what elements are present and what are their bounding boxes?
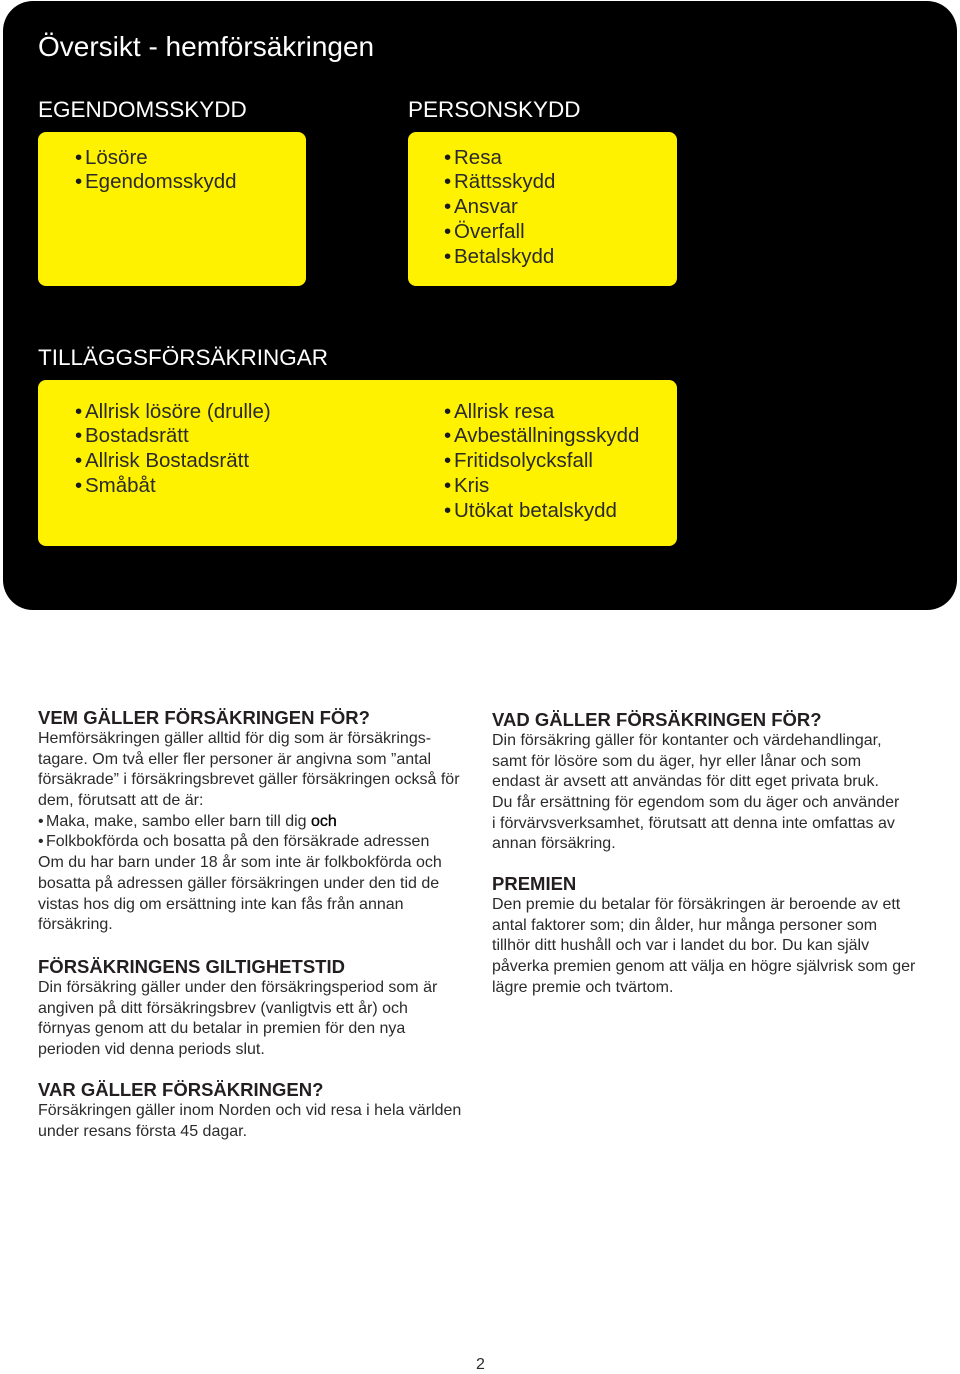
section-heading: VAD GÄLLER FÖRSÄKRINGEN FÖR? bbox=[492, 709, 822, 730]
body-text-line: dem, förutsatt att de är: bbox=[38, 792, 204, 810]
list-item: • Resa bbox=[444, 146, 555, 171]
bullet-emphasis: och bbox=[310, 812, 337, 830]
body-text-line: i förvärvsverksamhet, förutsatt att denna inte omfattas av bbox=[492, 814, 895, 832]
list-item: • Fritidsolycksfall bbox=[444, 449, 639, 474]
list-item: • Småbåt bbox=[75, 474, 271, 499]
body-text-line: Du får ersättning för egendom som du äger och använder bbox=[492, 794, 900, 812]
section-where-valid bbox=[38, 1079, 461, 1142]
body-text-line: försäkring. bbox=[38, 916, 113, 934]
list-item: • Överfall bbox=[444, 220, 555, 245]
list-item: • Allrisk resa bbox=[444, 400, 639, 425]
list-item: • Lösöre bbox=[75, 146, 237, 171]
bullet-text: Folkbokförda och bosatta på den försäkrade adressen bbox=[46, 833, 430, 851]
body-text-line: antal faktorer som; din ålder, hur många personer som bbox=[492, 916, 878, 934]
bullet-line bbox=[38, 832, 460, 853]
body-text-line: annan försäkring. bbox=[492, 835, 616, 853]
personal-protection-box bbox=[408, 132, 677, 286]
property-protection-box bbox=[38, 132, 306, 286]
personal-protection-list bbox=[444, 146, 555, 270]
list-item: • Betalskydd bbox=[444, 245, 555, 270]
body-text-line: Försäkringen gäller inom Norden och vid resa i hela världen bbox=[38, 1102, 462, 1119]
list-item: • Avbeställningsskydd bbox=[444, 424, 639, 449]
body-text-line: endast är avsett att användas för ditt eget privata bruk. bbox=[492, 773, 879, 791]
body-text-line: Din försäkring gäller för kontanter och värdehandlingar, bbox=[492, 732, 882, 749]
property-protection-list bbox=[75, 146, 237, 196]
section-heading: VAR GÄLLER FÖRSÄKRINGEN? bbox=[38, 1079, 324, 1100]
personal-protection-heading: PERSONSKYDD bbox=[408, 97, 581, 122]
body-text-line: lägre premie och tvärtom. bbox=[492, 978, 674, 996]
section-heading: PREMIEN bbox=[492, 873, 577, 894]
add-on-insurance-box bbox=[38, 380, 677, 546]
section-premium bbox=[492, 873, 915, 998]
add-on-list-right bbox=[444, 400, 639, 524]
body-text-line: påverka premien genom att välja en högre självrisk som ger bbox=[492, 958, 916, 976]
body-text-line: samt för lösöre som du äger, hyr eller lånar och som bbox=[492, 752, 862, 770]
list-item: • Egendomsskydd bbox=[75, 170, 237, 195]
bullet-line bbox=[38, 812, 460, 833]
body-text-line: perioden vid denna periods slut. bbox=[38, 1041, 265, 1059]
list-item: • Allrisk lösöre (drulle) bbox=[75, 400, 271, 425]
body-text-line: tagare. Om två eller fler personer är angivna som ”antal bbox=[38, 750, 432, 768]
body-text-line: Din försäkring gäller under den försäkringsperiod som är bbox=[38, 979, 438, 996]
list-item: • Utökat betalskydd bbox=[444, 499, 639, 524]
list-item: • Ansvar bbox=[444, 195, 555, 220]
list-item: • Bostadsrätt bbox=[75, 424, 271, 449]
body-text-line: tillhör ditt hushåll och var i landet du bor. Du kan själv bbox=[492, 937, 870, 955]
body-text-line: försäkrade” i försäkringsbrevet gäller försäkringen också för bbox=[38, 771, 460, 789]
body-text-line: Hemförsäkringen gäller alltid för dig som är försäkrings- bbox=[38, 730, 432, 747]
bullet-text: Maka, make, sambo eller barn till dig bbox=[46, 812, 307, 830]
body-text-line: Den premie du betalar för försäkringen är beroende av ett bbox=[492, 896, 901, 913]
section-heading: FÖRSÄKRINGENS GILTIGHETSTID bbox=[38, 956, 345, 977]
section-heading: VEM GÄLLER FÖRSÄKRINGEN FÖR? bbox=[38, 707, 370, 728]
body-text-line: angiven på ditt försäkringsbrev (vanligtvis ett år) och bbox=[38, 999, 408, 1017]
section-what-is-covered bbox=[492, 709, 899, 855]
section-who-is-covered bbox=[38, 707, 460, 936]
overview-title: Översikt - hemförsäkringen bbox=[38, 31, 375, 62]
body-text-line: Om du har barn under 18 år som inte är folkbokförda och bbox=[38, 854, 442, 872]
section-validity-period bbox=[38, 956, 437, 1061]
page-number: 2 bbox=[476, 1356, 485, 1373]
body-text-line: förnyas genom att du betalar in premien för den nya bbox=[38, 1020, 406, 1038]
add-on-insurance-heading: TILLÄGGSFÖRSÄKRINGAR bbox=[38, 345, 329, 370]
body-text-line: bosatta på adressen gäller försäkringen under den tid de bbox=[38, 874, 440, 892]
overview-panel bbox=[3, 1, 957, 610]
list-item: • Kris bbox=[444, 474, 639, 499]
add-on-list-left bbox=[75, 400, 271, 500]
list-item: • Allrisk Bostadsrätt bbox=[75, 449, 271, 474]
list-item: • Rättsskydd bbox=[444, 170, 555, 195]
body-text-line: vistas hos dig om ersättning inte kan fås från annan bbox=[38, 895, 404, 913]
property-protection-heading: EGENDOMSSKYDD bbox=[38, 97, 247, 122]
body-text-line: under resans första 45 dagar. bbox=[38, 1122, 248, 1140]
